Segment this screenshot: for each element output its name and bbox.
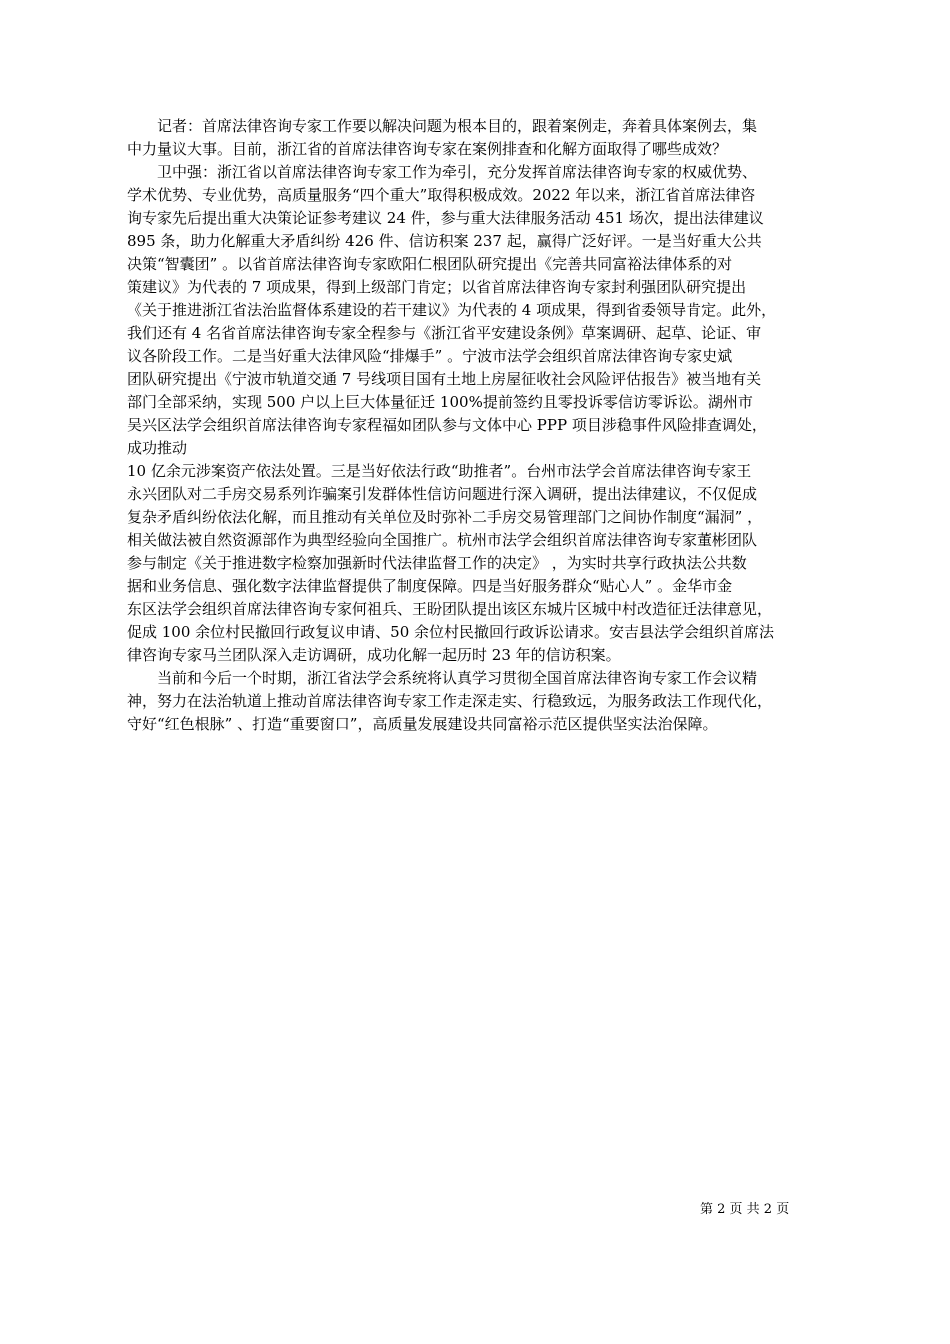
text-line: 部门全部采纳，实现 500 户以上巨大体量征迁 100%提前签约且零投诉零信访零诉讼。湖州市 xyxy=(127,393,753,411)
text-line: 据和业务信息、强化数字法律监督提供了制度保障。四是当好服务群众“贴心人” 。金华市金 xyxy=(127,577,733,595)
text-line: 策建议》为代表的 7 项成果，得到上级部门肯定；以省首席法律咨询专家封利强团队研究提出 xyxy=(127,278,747,296)
text-line: 《关于推进浙江省法治监督体系建设的若干建议》为代表的 4 项成果，得到省委领导肯定。此外， xyxy=(127,301,777,319)
text-line: 复杂矛盾纠纷依法化解，而且推动有关单位及时弥补二手房交易管理部门之间协作制度“漏洞” ， xyxy=(127,508,763,526)
text-line: 促成 100 余位村民撤回行政复议申请、50 余位村民撤回行政诉讼请求。安吉县法学会组织首席法 xyxy=(127,623,775,641)
text-line: 卫中强：浙江省以首席法律咨询专家工作为牵引，充分发挥首席法律咨询专家的权威优势、 xyxy=(127,163,758,181)
text-line: 学术优势、专业优势，高质量服务“四个重大”取得积极成效。2022 年以来，浙江省首席法律咨 xyxy=(127,186,756,204)
text-line: 吴兴区法学会组织首席法律咨询专家程福如团队参与文体中心 PPP 项目涉稳事件风险排查调处， xyxy=(127,416,767,434)
text-line: 神，努力在法治轨道上推动首席法律咨询专家工作走深走实、行稳致远，为服务政法工作现代化， xyxy=(127,692,773,710)
text-line: 守好“红色根脉” 、打造“重要窗口”，高质量发展建设共同富裕示范区提供坚实法治保障。 xyxy=(127,715,718,733)
text-line: 相关做法被自然资源部作为典型经验向全国推广。杭州市法学会组织首席法律咨询专家董彬团队 xyxy=(127,531,758,549)
text-line: 10 亿余元涉案资产依法处置。三是当好依法行政“助推者”。台州市法学会首席法律咨询专家王 xyxy=(127,462,752,480)
text-line: 895 条，助力化解重大矛盾纠纷 426 件、信访积案 237 起，赢得广泛好评。一是当好重大公共 xyxy=(127,232,762,250)
text-line: 团队研究提出《宁波市轨道交通 7 号线项目国有土地上房屋征收社会风险评估报告》被当地有关 xyxy=(127,370,762,388)
text-line: 询专家先后提出重大决策论证参考建议 24 件，参与重大法律服务活动 451 场次，提出法律建议 xyxy=(127,209,764,227)
text-line: 议各阶段工作。二是当好重大法律风险“排爆手” 。宁波市法学会组织首席法律咨询专家史斌 xyxy=(127,347,733,365)
text-line: 律咨询专家马兰团队深入走访调研，成功化解一起历时 23 年的信访积案。 xyxy=(127,646,621,664)
article-body xyxy=(127,115,833,736)
text-line: 决策“智囊团” 。以省首席法律咨询专家欧阳仁根团队研究提出《完善共同富裕法律体系的对 xyxy=(127,255,733,273)
text-line: 东区法学会组织首席法律咨询专家何祖兵、王盼团队提出该区东城片区城中村改造征迁法律意见， xyxy=(127,600,773,618)
text-line: 永兴团队对二手房交易系列诈骗案引发群体性信访问题进行深入调研，提出法律建议，不仅促成 xyxy=(127,485,758,503)
text-line: 中力量议大事。目前，浙江省的首席法律咨询专家在案例排查和化解方面取得了哪些成效？ xyxy=(127,140,728,158)
page-number: 第 2 页 共 2 页 xyxy=(700,1202,790,1217)
text-line: 我们还有 4 名省首席法律咨询专家全程参与《浙江省平安建设条例》草案调研、起草、论证、审 xyxy=(127,324,762,342)
text-line: 参与制定《关于推进数字检察加强新时代法律监督工作的决定》 ，为实时共享行政执法公共数 xyxy=(127,554,747,572)
text-line: 记者：首席法律咨询专家工作要以解决问题为根本目的，跟着案例走，奔着具体案例去，集 xyxy=(127,117,758,135)
text-line: 当前和今后一个时期，浙江省法学会系统将认真学习贯彻全国首席法律咨询专家工作会议精 xyxy=(127,669,758,687)
text-line: 成功推动 xyxy=(127,439,188,457)
